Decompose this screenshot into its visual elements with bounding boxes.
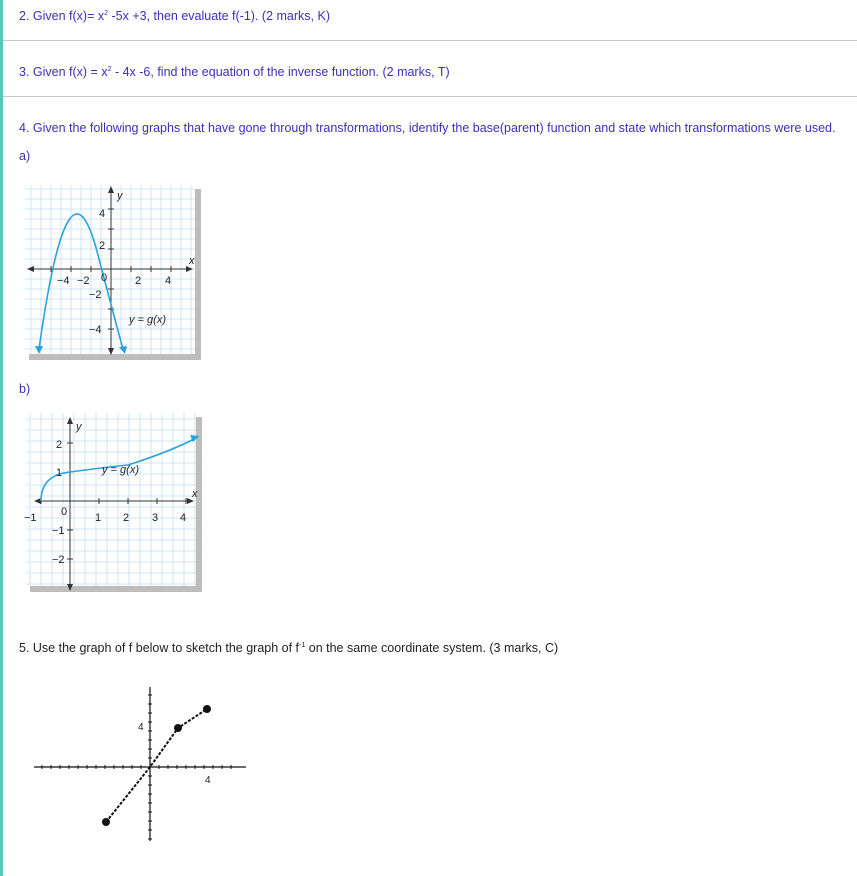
graph-a-tick-x: −4 [57,275,70,287]
graph-b-tick-y: −2 [52,554,65,566]
graph-b-origin: 0 [61,506,68,518]
graph-b-tick-x: 2 [123,512,130,524]
divider [3,40,857,41]
graph-c-function-f [106,709,207,822]
graph-c-endpoint [102,818,110,826]
graph-a [25,185,201,360]
question-4: 4. Given the following graphs that have gone through transformations, identify the base(parent) function and state which transformations were used. [19,121,836,135]
graph-a-y-label: y [117,190,123,202]
graph-a-tick-x: 2 [135,275,142,287]
part-b-label: b) [19,382,31,396]
question-2: 2. Given $f(x)= x^2$ -5x +3, then evaluate f(-1). (2 marks, K) [19,9,330,23]
graph-c-axes [34,687,246,841]
graph-c-endpoint [203,705,211,713]
graph-b-tick-y: −1 [52,525,65,537]
graph-a-tick-y: −4 [89,324,102,336]
graph-a-origin: 0 [101,272,108,284]
graph-b-tick-y: 2 [56,439,63,451]
graph-b-tick-x: −1 [24,512,37,524]
divider [3,96,857,97]
graph-a-tick-y: 4 [99,208,106,220]
graph-c-tick-x: 4 [205,775,211,786]
graph-c-point [174,724,182,732]
graph-c-tick-y: 4 [138,722,144,733]
graph-a-tick-x: −2 [77,275,90,287]
graph-b-y-label: y [76,421,82,433]
graph-b-tick-x: 1 [95,512,102,524]
graph-a-tick-y: −2 [89,289,102,301]
part-a-label: a) [19,149,31,163]
graph-b-curve-label: y = g(x) [102,464,139,476]
graph-a-tick-y: 2 [99,240,106,252]
graph-b-x-label: x [192,488,198,500]
left-accent-bar [0,0,3,876]
question-5: 5. Use the graph of f below to sketch the graph of $f^{-1}$ on the same coordinate system. (3 marks, C) [19,641,559,655]
graph-b-tick-y: 1 [56,467,63,479]
graph-b-tick-x: 4 [180,512,187,524]
graph-a-curve-label: y = g(x) [129,314,166,326]
graph-a-x-label: x [189,255,195,267]
graph-b [26,413,202,592]
graph-c [30,685,250,845]
question-3: 3. Given $f(x) = x^2 - 4x$ -6, find the equation of the inverse function. (2 marks, T) [19,65,450,79]
graph-b-tick-x: 3 [152,512,159,524]
graph-a-tick-x: 4 [165,275,172,287]
